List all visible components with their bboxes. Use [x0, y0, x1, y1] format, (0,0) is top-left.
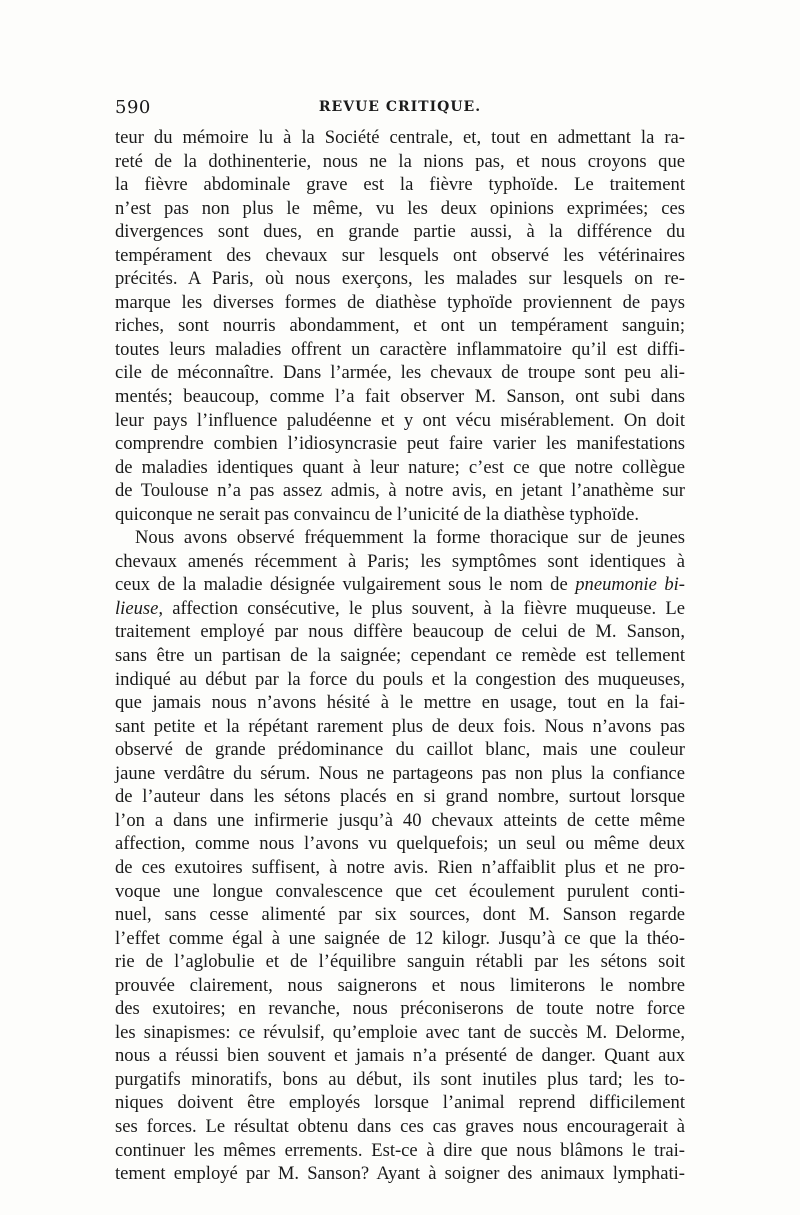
text-line: chevaux amenés récemment à Paris; les symptômes sont identiques à — [115, 550, 685, 572]
text-line: leur pays l’influence paludéenne et y ont vécu misérablement. On doit — [115, 409, 685, 431]
text-line: Nous avons observé fréquemment la forme thoracique sur de jeunes — [135, 527, 685, 549]
text-line: de maladies identiques quant à leur nature; c’est ce que notre collègue — [115, 456, 685, 478]
text-line: observé de grande prédominance du caillot blanc, mais une couleur — [115, 739, 685, 761]
running-title: REVUE CRITIQUE. — [318, 99, 482, 115]
text-line: comprendre combien l’idiosyncrasie peut faire varier les manifestations — [115, 433, 685, 455]
text-line: quiconque ne serait pas convaincu de l’unicité de la diathèse typhoïde. — [115, 503, 640, 525]
text-line: sans être un partisan de la saignée; cependant ce remède est tellement — [115, 645, 685, 667]
text-segment: ceux de la maladie désignée vulgairement sous le nom de — [115, 574, 568, 596]
text-line: mentés; beaucoup, comme l’a fait observer M. Sanson, ont subi dans — [115, 386, 685, 408]
text-line: les sinapismes: ce révulsif, qu’emploie avec tant de succès M. Delorme, — [115, 1021, 685, 1043]
text-line: l’on a dans une infirmerie jusqu’à 40 chevaux atteints de cette même — [115, 809, 685, 831]
text-line: rie de l’aglobulie et de l’équilibre sanguin rétabli par les sétons soit — [115, 951, 685, 973]
text-line: toutes leurs maladies offrent un caractère inflammatoire qu’il est diffi- — [115, 338, 685, 360]
text-line: de Toulouse n’a pas assez admis, à notre avis, en jetant l’anathème sur — [115, 480, 685, 502]
text-line: ses forces. Le résultat obtenu dans ces cas graves nous encouragerait à — [115, 1115, 685, 1137]
text-line: reté de la dothinenterie, nous ne la nions pas, et nous croyons que — [115, 150, 685, 172]
body-text — [115, 126, 685, 1186]
text-line: l’effet comme égal à une saignée de 12 kilogr. Jusqu’à ce que la théo- — [115, 927, 685, 949]
text-line: n’est pas non plus le même, vu les deux opinions exprimées; ces — [115, 197, 685, 219]
text-line-with-italic — [115, 573, 685, 597]
italic-term: lieuse, — [115, 597, 164, 619]
text-line-with-italic — [115, 597, 685, 621]
text-line: nous a réussi bien souvent et jamais n’a présenté de danger. Quant aux — [115, 1045, 685, 1067]
text-line: sant petite et la répétant rarement plus de deux fois. Nous n’avons pas — [115, 715, 685, 737]
text-line: prouvée clairement, nous saignerons et nous limiterons le nombre — [115, 974, 685, 996]
text-line: jaune verdâtre du sérum. Nous ne partageons pas non plus la confiance — [115, 762, 685, 784]
text-line: continuer les mêmes errements. Est-ce à dire que nous blâmons le trai- — [115, 1139, 685, 1161]
text-line: de ces exutoires suffisent, à notre avis. Rien n’affaiblit plus et ne pro- — [115, 856, 685, 878]
text-line: teur du mémoire lu à la Société centrale, et, tout en admettant la ra- — [115, 127, 685, 148]
italic-term: pneumonie bi- — [575, 574, 685, 596]
text-line: voque une longue convalescence que cet écoulement purulent conti- — [115, 880, 685, 902]
text-line: indiqué au début par la force du pouls et la congestion des muqueuses, — [115, 668, 685, 690]
text-line: de l’auteur dans les sétons placés en si grand nombre, surtout lorsque — [115, 786, 685, 808]
text-line: riches, sont nourris abondamment, et ont un tempérament sanguin; — [115, 315, 685, 337]
text-line: cile de méconnaître. Dans l’armée, les chevaux de troupe sont peu ali- — [115, 362, 685, 384]
text-line: niques doivent être employés lorsque l’animal reprend difficilement — [115, 1092, 685, 1114]
text-line: marque les diverses formes de diathèse typhoïde proviennent de pays — [115, 291, 685, 313]
text-line: des exutoires; en revanche, nous préconiserons de toute notre force — [115, 998, 685, 1020]
text-line: tempérament des chevaux sur lesquels ont observé les vétérinaires — [115, 244, 685, 266]
text-line: purgatifs minoratifs, bons au début, ils sont inutiles plus tard; les to- — [115, 1068, 685, 1090]
text-line: que jamais nous n’avons hésité à le mettre en usage, tout en la fai- — [115, 692, 685, 714]
text-line: affection, comme nous l’avons vu quelquefois; un seul ou même deux — [115, 833, 685, 855]
text-line: précités. A Paris, où nous exerçons, les malades sur lesquels on re- — [115, 268, 685, 290]
text-line: traitement employé par nous diffère beaucoup de celui de M. Sanson, — [115, 621, 685, 643]
text-line: la fièvre abdominale grave est la fièvre typhoïde. Le traitement — [115, 174, 685, 196]
text-line: tement employé par M. Sanson? Ayant à soigner des animaux lymphati- — [115, 1163, 685, 1185]
text-line: divergences sont dues, en grande partie aussi, à la différence du — [115, 221, 685, 243]
text-segment: affection consécutive, le plus souvent, à la fièvre muqueuse. Le — [163, 597, 685, 619]
text-line: nuel, sans cesse alimenté par six sources, dont M. Sanson regarde — [115, 904, 685, 926]
page-number: 590 — [115, 97, 151, 118]
running-head — [115, 97, 685, 119]
